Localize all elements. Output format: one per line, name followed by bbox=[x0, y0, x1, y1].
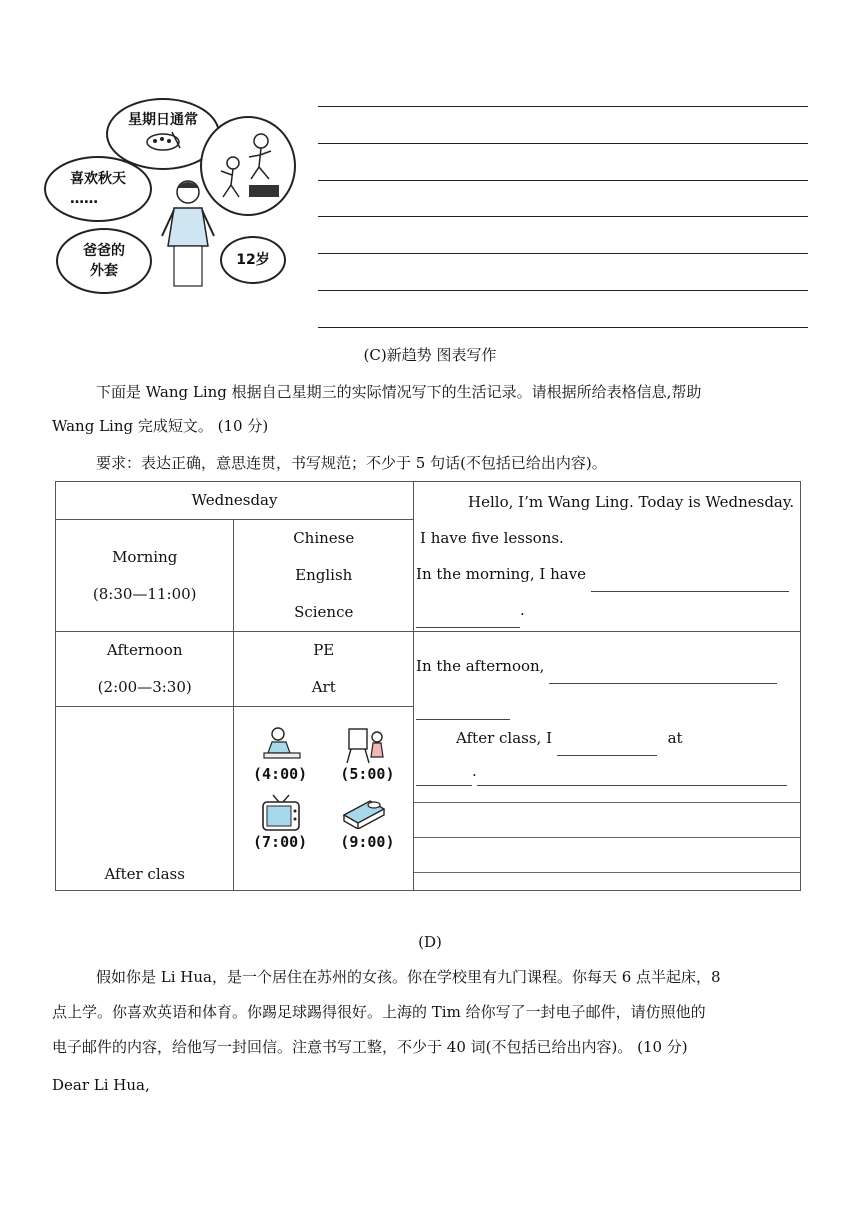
lessons-text: I have five lessons. bbox=[420, 529, 564, 547]
afternoon-blank-cont[interactable] bbox=[416, 701, 510, 720]
afternoon-writing-cell bbox=[414, 632, 801, 891]
afternoon-text: In the afternoon, bbox=[416, 657, 545, 675]
morning-label-cell bbox=[56, 520, 234, 632]
morning-text: In the morning, I have bbox=[416, 565, 587, 583]
bubble-text: 星期日通常 bbox=[128, 112, 198, 128]
homework-icon bbox=[260, 725, 304, 761]
afterclass-label: After class bbox=[104, 865, 185, 883]
speech-bubble-autumn bbox=[44, 156, 152, 222]
subject: Chinese bbox=[293, 529, 355, 547]
bubble-text: 爸爸的 bbox=[83, 243, 125, 259]
writing-line[interactable] bbox=[414, 837, 800, 838]
bubble-text: …… bbox=[70, 191, 98, 207]
afternoon-time: (2:00—3:30) bbox=[97, 678, 192, 696]
section-c-instruction-cont: Wang Ling 完成短文。 (10 分) bbox=[52, 417, 269, 435]
paint-palette-icon bbox=[142, 130, 184, 152]
time-label: (5:00) bbox=[340, 765, 395, 783]
period: . bbox=[520, 601, 525, 619]
bubble-text: 12岁 bbox=[236, 252, 270, 268]
tv-icon bbox=[259, 793, 303, 833]
writing-line[interactable] bbox=[318, 253, 808, 254]
morning-label: Morning bbox=[112, 547, 178, 566]
time-label: (9:00) bbox=[340, 833, 395, 851]
time-label: (4:00) bbox=[252, 765, 308, 783]
writing-line[interactable] bbox=[318, 143, 808, 144]
boy-figure-icon bbox=[152, 176, 224, 292]
letter-salutation: Dear Li Hua, bbox=[52, 1076, 150, 1094]
afterclass-label-cell bbox=[56, 707, 234, 891]
bubble-text: 外套 bbox=[90, 263, 118, 279]
time-label: (7:00) bbox=[252, 833, 308, 851]
writing-line[interactable] bbox=[318, 327, 808, 328]
section-c-requirement: 要求：表达正确，意思连贯，书写规范；不少于 5 句话(不包括已给出内容)。 bbox=[96, 454, 607, 472]
section-c-title: (C)新趋势 图表写作 bbox=[363, 346, 497, 364]
morning-subjects-cell bbox=[234, 520, 414, 632]
morning-time: (8:30—11:00) bbox=[92, 584, 197, 603]
morning-blank-cont[interactable] bbox=[416, 609, 520, 628]
writing-line[interactable] bbox=[318, 180, 808, 181]
morning-writing-cell bbox=[414, 482, 801, 632]
bubble-text: 喜欢秋天 bbox=[70, 171, 126, 187]
afternoon-blank[interactable] bbox=[549, 665, 777, 684]
afternoon-label: Afternoon bbox=[106, 641, 183, 659]
morning-blank[interactable] bbox=[591, 573, 789, 592]
at-text: at bbox=[667, 729, 683, 747]
bed-icon bbox=[340, 793, 388, 829]
afterclass-pictures-cell bbox=[234, 707, 414, 891]
section-d-paragraph-cont: 电子邮件的内容，给他写一封回信。注意书写工整，不少于 40 词(不包括已给出内容)。 (10 分) bbox=[52, 1038, 688, 1056]
wednesday-table bbox=[55, 481, 801, 891]
afternoon-label-cell bbox=[56, 632, 234, 707]
writing-line[interactable] bbox=[318, 216, 808, 217]
intro-text: Hello, I’m Wang Ling. Today is Wednesday. bbox=[468, 493, 795, 511]
afterclass-blank[interactable] bbox=[557, 737, 657, 756]
table-header: Wednesday bbox=[56, 482, 414, 520]
section-d-paragraph: 假如你是 Li Hua，是一个居住在苏州的女孩。你在学校里有九门课程。你每天 6 点半起床，8 bbox=[96, 968, 721, 986]
writing-line[interactable] bbox=[414, 872, 800, 873]
writing-blank[interactable] bbox=[477, 767, 787, 786]
writing-line[interactable] bbox=[318, 290, 808, 291]
writing-line[interactable] bbox=[318, 106, 808, 107]
subject: Science bbox=[294, 603, 354, 621]
section-c-instruction: 下面是 Wang Ling 根据自己星期三的实际情况写下的生活记录。请根据所给表格信息,帮助 bbox=[96, 383, 702, 401]
boy-illustration bbox=[44, 96, 300, 292]
period: . bbox=[472, 762, 477, 780]
speech-bubble-coat bbox=[56, 228, 152, 294]
section-d-title: (D) bbox=[418, 933, 442, 951]
section-d-paragraph-cont: 点上学。你喜欢英语和体育。你踢足球踢得很好。上海的 Tim 给你写了一封电子邮件，请仿照他的 bbox=[52, 1003, 706, 1021]
painting-icon bbox=[343, 725, 387, 765]
afternoon-subjects-cell bbox=[234, 632, 414, 707]
subject: PE bbox=[313, 641, 335, 659]
writing-line[interactable] bbox=[414, 802, 800, 803]
afterclass-text: After class, I bbox=[456, 729, 553, 747]
subject: Art bbox=[311, 678, 336, 696]
subject: English bbox=[295, 566, 353, 584]
afterclass-blank-cont[interactable] bbox=[416, 767, 472, 786]
speech-bubble-age bbox=[220, 236, 286, 284]
